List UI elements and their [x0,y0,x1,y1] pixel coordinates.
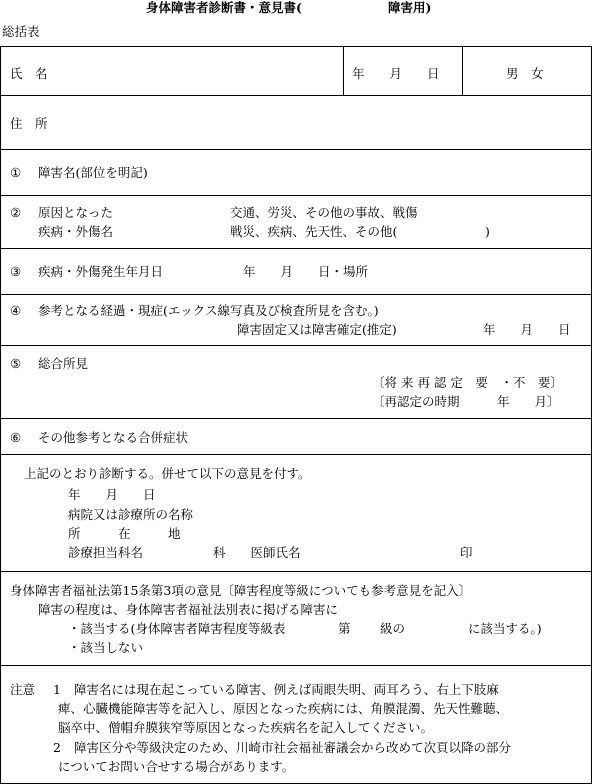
reevaluation-timing[interactable]: 〔再認定の時期 年 月〕 [372,394,560,409]
disability-name-label: 障害名(部位を明記) [38,165,148,180]
course-findings-label: 参考となる経過・現症(エックス線写真及び検査所見を含む。) [38,303,379,318]
cause-label-line2: 疾病・外傷名 [38,224,114,239]
row2-number: ② [10,205,22,220]
row5-number: ⑤ [10,356,22,371]
note1-line1: 障害名には現在起こっている障害、例えば両眼失明、両耳ろう、右上下肢麻 [74,682,499,697]
note2-line1: 障害区分や等級決定のため、川崎市社会福祉審議会から改めて次頁以降の部分 [74,740,512,755]
hospital-location-label: 所 在 地 [68,526,181,541]
row-divider [0,571,592,572]
note1-line3: 脳卒中、僧帽弁膜狭窄等原因となった疾病名を記入してください。 [58,720,434,735]
grade-suffix: 級の [380,621,406,636]
notes-label: 注意 [10,682,36,697]
cause-options-line2[interactable]: 戦災、疾病、先天性、その他( [230,224,398,239]
note2-line2: についてお問い合せする場合があります。 [58,759,295,774]
row-divider [0,454,592,455]
note2-number: 2 [53,740,61,755]
note1-line2: 痺、心臓機能障害等を記入し、原因となった疾病には、角膜混濁、先天性難聴、 [58,701,509,716]
form-title: 身体障害者診断書・意見書( [146,0,302,15]
opinion-heading: 身体障害者福祉法第15条第3項の意見〔障害程度等級についても参考意見を記入〕 [10,583,472,598]
form-subtitle: 総括表 [2,24,40,39]
diagnosis-date-field[interactable]: 年 月 日 [68,487,156,502]
column-divider [343,46,344,95]
row-divider [0,418,592,419]
row-divider [0,195,592,196]
onset-date-label: 疾病・外傷発生年月日 [38,264,164,279]
address-label: 住 所 [10,116,48,131]
diagnosis-statement: 上記のとおり診断する。併せて以下の意見を付す。 [24,466,311,481]
row-divider [0,95,592,96]
note1-number: 1 [53,682,61,697]
department-label: 診療担当科名 [68,545,144,560]
complications-label: その他参考となる合併症状 [38,430,189,445]
cause-label-line1: 原因となった [38,205,114,220]
row1-number: ① [10,165,22,180]
column-divider [462,46,463,95]
onset-date-field[interactable]: 年 月 日・場所 [243,264,369,279]
hospital-name-label: 病院又は診療所の名称 [68,507,194,522]
row-divider [0,248,592,249]
reevaluation-required[interactable]: 〔将 来 再 認 定 要 ・不 要〕 [372,375,563,390]
name-label: 氏 名 [10,66,48,81]
doctor-name-label: 科 医師氏名 [213,545,301,560]
row-divider [0,665,592,666]
fixed-date-label: 障害固定又は障害確定(推定) [237,322,397,337]
row3-number: ③ [10,264,22,279]
form-table [0,46,592,784]
grade-prefix: 第 [338,621,351,636]
sex-field[interactable]: 男 女 [506,66,544,81]
cause-options-line1[interactable]: 交通、労災、その他の事故、戦傷 [230,205,418,220]
form-title-suffix: 障害用) [388,0,432,15]
row-divider [0,345,592,346]
cause-options-close: ) [485,224,490,239]
birth-date-field[interactable]: 年 月 日 [352,66,440,81]
row6-number: ⑥ [10,430,22,445]
opinion-line1: 障害の程度は、身体障害者福祉法別表に掲げる障害に [38,602,339,617]
applicable-option[interactable]: ・該当する(身体障害者障害程度等級表 [68,621,286,636]
seal-mark: 印 [460,545,473,560]
applicable-close: に該当する。) [468,621,542,636]
overall-findings-label: 総合所見 [38,356,89,371]
row4-number: ④ [10,303,22,318]
fixed-date-field[interactable]: 年 月 日 [483,322,571,337]
not-applicable-option[interactable]: ・該当しない [68,640,144,655]
row-divider [0,149,592,150]
row-divider [0,294,592,295]
